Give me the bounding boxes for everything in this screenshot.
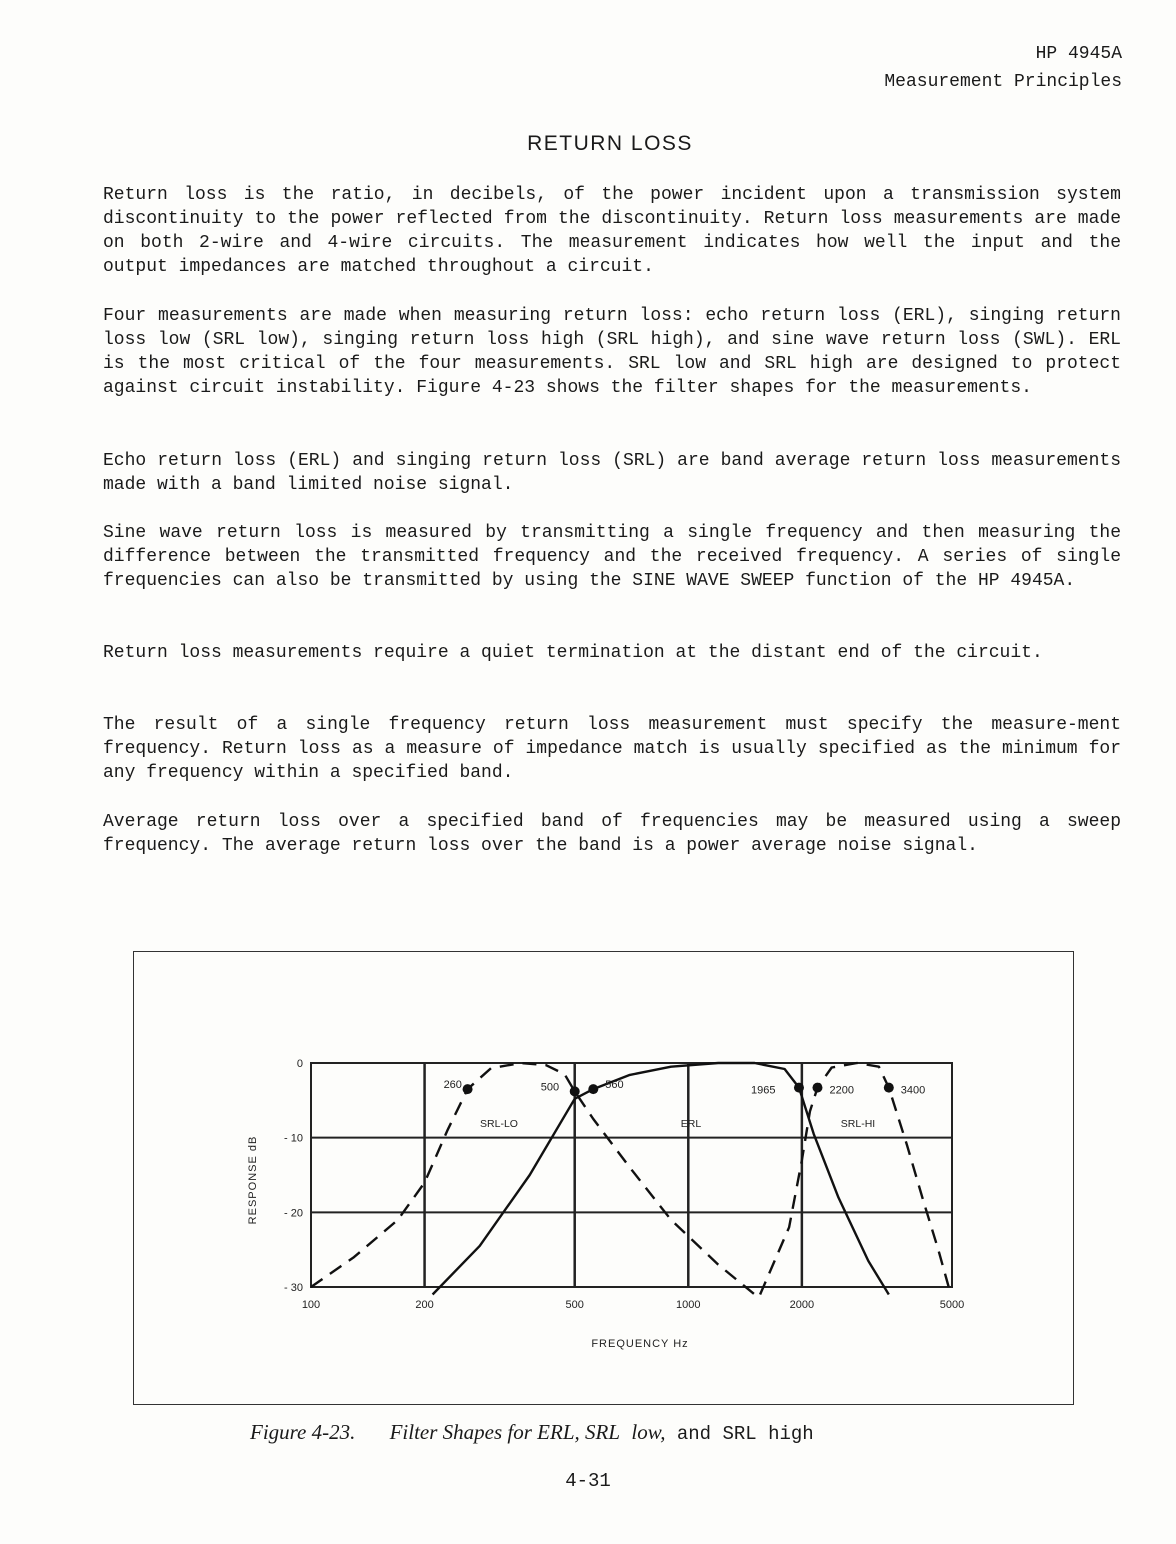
x-tick-label: 5000 xyxy=(939,1299,965,1311)
curve-label: ERL xyxy=(680,1118,702,1130)
caption-and: and SRL high xyxy=(676,1423,814,1445)
y-tick-label: 0 xyxy=(296,1058,303,1070)
paragraph-6: The result of a single frequency return loss measurement must specify the measure-ment frequency. Return loss as a measure of impedance match is usually specified as the minimum for any frequency within a specified band. xyxy=(103,715,1121,783)
caption-low: low, xyxy=(631,1420,666,1444)
figure-caption xyxy=(250,1420,814,1445)
paragraph-4: Sine wave return loss is measured by transmitting a single frequency and then measuring the difference between the transmitted frequency and the received frequency. A series of single frequencies can also be transmitted by using the SINE WAVE SWEEP function of the HP 4945A. xyxy=(103,523,1121,591)
page-number: 4-31 xyxy=(565,1470,611,1492)
cutoff-marker xyxy=(884,1083,894,1093)
caption-label: Figure 4-23. xyxy=(250,1420,356,1444)
marker-label: 260 xyxy=(443,1079,462,1092)
x-tick-label: 200 xyxy=(415,1299,434,1311)
curve-label: SRL-LO xyxy=(480,1118,518,1130)
y-axis-label: RESPONSE dB xyxy=(247,1135,259,1225)
cutoff-marker xyxy=(794,1083,804,1093)
header-model: HP 4945A xyxy=(1035,44,1122,64)
marker-label: 560 xyxy=(605,1079,624,1092)
x-tick-label: 500 xyxy=(565,1299,584,1311)
x-axis-label: FREQUENCY Hz xyxy=(591,1338,689,1350)
section-title: RETURN LOSS xyxy=(527,132,693,155)
caption-text: Filter Shapes for ERL, SRL xyxy=(389,1420,621,1444)
paragraph-5: Return loss measurements require a quiet termination at the distant end of the circuit. xyxy=(103,643,1043,663)
series-srl-hi-curve xyxy=(760,1063,949,1295)
paragraph-1: Return loss is the ratio, in decibels, of the power incident upon a transmission system discontinuity to the power reflected from the discontinuity. Return loss measurements are made on both 2-wire and 4-wire circuits. The measurement indicates how well the input and the output impedances are matched throughout a circuit. xyxy=(103,185,1121,277)
y-tick-label: - 10 xyxy=(284,1132,303,1145)
marker-label: 500 xyxy=(540,1081,560,1094)
x-tick-label: 100 xyxy=(301,1299,321,1311)
paragraph-2: Four measurements are made when measuring return loss: echo return loss (ERL), singing return loss low (SRL low), singing return loss high (SRL high), and sine wave return loss (SWL). ERL is the most critical of the four measurements. SRL low and SRL high are designed to protect against circuit instability. Figure 4-23 shows the filter shapes for the measurements. xyxy=(103,306,1121,398)
cutoff-marker xyxy=(588,1084,598,1094)
x-tick-label: 1000 xyxy=(676,1299,701,1311)
paragraph-3: Echo return loss (ERL) and singing return loss (SRL) are band average return loss measurements made with a band limited noise signal. xyxy=(103,451,1121,495)
paragraph-7: Average return loss over a specified band of frequencies may be measured using a sweep frequency. The average return loss over the band is a power average noise signal. xyxy=(103,812,1121,856)
marker-label: 3400 xyxy=(900,1084,926,1097)
x-tick-label: 2000 xyxy=(789,1299,815,1311)
cutoff-marker xyxy=(570,1086,580,1096)
cutoff-marker xyxy=(812,1083,822,1093)
header-section: Measurement Principles xyxy=(884,72,1122,92)
series-erl-curve xyxy=(433,1063,889,1295)
marker-label: 1965 xyxy=(750,1084,776,1097)
y-tick-label: - 30 xyxy=(284,1282,303,1294)
y-tick-label: - 20 xyxy=(284,1207,303,1220)
plot-border xyxy=(311,1063,952,1287)
curve-label: SRL-HI xyxy=(840,1118,876,1130)
marker-label: 2200 xyxy=(829,1084,854,1097)
cutoff-marker xyxy=(463,1084,473,1094)
